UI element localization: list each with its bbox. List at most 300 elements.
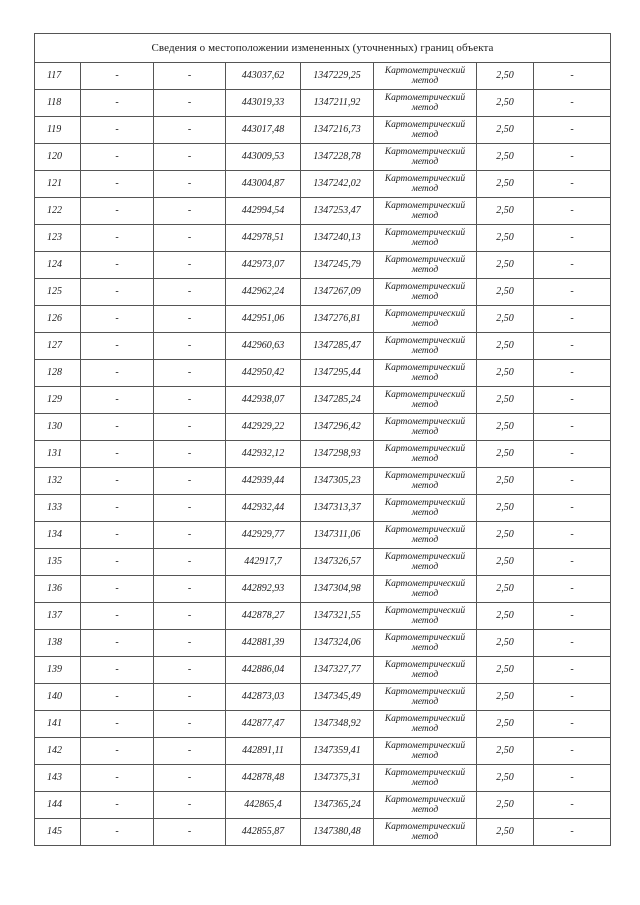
method-name: Картометрический — [384, 741, 466, 751]
old-y-cell: - — [154, 333, 226, 360]
table-row — [35, 225, 611, 252]
method-name: Картометрический — [384, 66, 466, 76]
new-x-cell: 442973,07 — [226, 252, 301, 279]
method-cell — [374, 711, 477, 738]
method-cell — [374, 792, 477, 819]
method-name: Картометрический — [384, 633, 466, 643]
point-number-cell: 138 — [35, 630, 81, 657]
old-x-cell: - — [81, 144, 154, 171]
description-cell: - — [534, 603, 611, 630]
new-x-cell: 442950,42 — [226, 360, 301, 387]
method-cell — [374, 387, 477, 414]
table-row — [35, 306, 611, 333]
table-row — [35, 630, 611, 657]
method-cell — [374, 414, 477, 441]
old-y-cell: - — [154, 90, 226, 117]
old-x-cell: - — [81, 765, 154, 792]
old-x-cell: - — [81, 360, 154, 387]
accuracy-cell: 2,50 — [477, 522, 534, 549]
point-number-cell: 142 — [35, 738, 81, 765]
table-row — [35, 144, 611, 171]
method-cell — [374, 630, 477, 657]
table-header-row — [35, 34, 611, 63]
method-word: метод — [411, 346, 439, 356]
method-word: метод — [411, 76, 439, 86]
method-name: Картометрический — [384, 687, 466, 697]
accuracy-cell: 2,50 — [477, 441, 534, 468]
accuracy-cell: 2,50 — [477, 279, 534, 306]
old-y-cell: - — [154, 225, 226, 252]
accuracy-cell: 2,50 — [477, 792, 534, 819]
accuracy-cell: 2,50 — [477, 225, 534, 252]
new-x-cell: 443017,48 — [226, 117, 301, 144]
old-y-cell: - — [154, 360, 226, 387]
description-cell: - — [534, 630, 611, 657]
description-cell: - — [534, 549, 611, 576]
old-y-cell: - — [154, 468, 226, 495]
old-y-cell: - — [154, 819, 226, 846]
method-cell — [374, 198, 477, 225]
table-row — [35, 360, 611, 387]
method-word: метод — [411, 616, 439, 626]
method-cell — [374, 171, 477, 198]
method-name: Картометрический — [384, 363, 466, 373]
table-title: Сведения о местоположении измененных (уточненных) границ объекта — [35, 34, 611, 63]
description-cell: - — [534, 306, 611, 333]
point-number-cell: 129 — [35, 387, 81, 414]
point-number-cell: 122 — [35, 198, 81, 225]
method-name: Картометрический — [384, 579, 466, 589]
method-word: метод — [411, 724, 439, 734]
method-word: метод — [411, 238, 439, 248]
description-cell: - — [534, 576, 611, 603]
new-x-cell: 442960,63 — [226, 333, 301, 360]
point-number-cell: 141 — [35, 711, 81, 738]
description-cell: - — [534, 333, 611, 360]
old-x-cell: - — [81, 819, 154, 846]
old-x-cell: - — [81, 63, 154, 90]
old-x-cell: - — [81, 522, 154, 549]
new-x-cell: 442929,22 — [226, 414, 301, 441]
accuracy-cell: 2,50 — [477, 252, 534, 279]
point-number-cell: 125 — [35, 279, 81, 306]
old-y-cell: - — [154, 711, 226, 738]
old-x-cell: - — [81, 171, 154, 198]
description-cell: - — [534, 279, 611, 306]
table-row — [35, 198, 611, 225]
old-x-cell: - — [81, 711, 154, 738]
method-cell — [374, 360, 477, 387]
method-cell — [374, 603, 477, 630]
accuracy-cell: 2,50 — [477, 144, 534, 171]
description-cell: - — [534, 144, 611, 171]
method-name: Картометрический — [384, 525, 466, 535]
method-name: Картометрический — [384, 255, 466, 265]
new-x-cell: 442877,47 — [226, 711, 301, 738]
description-cell: - — [534, 495, 611, 522]
new-y-cell: 1347359,41 — [301, 738, 374, 765]
new-x-cell: 443019,33 — [226, 90, 301, 117]
point-number-cell: 130 — [35, 414, 81, 441]
old-x-cell: - — [81, 198, 154, 225]
accuracy-cell: 2,50 — [477, 603, 534, 630]
method-word: метод — [411, 157, 439, 167]
method-word: метод — [411, 805, 439, 815]
new-y-cell: 1347311,06 — [301, 522, 374, 549]
method-name: Картометрический — [384, 228, 466, 238]
method-name: Картометрический — [384, 552, 466, 562]
accuracy-cell: 2,50 — [477, 711, 534, 738]
table-row — [35, 333, 611, 360]
new-y-cell: 1347304,98 — [301, 576, 374, 603]
old-y-cell: - — [154, 495, 226, 522]
method-word: метод — [411, 400, 439, 410]
accuracy-cell: 2,50 — [477, 738, 534, 765]
old-x-cell: - — [81, 468, 154, 495]
new-x-cell: 442892,93 — [226, 576, 301, 603]
description-cell: - — [534, 117, 611, 144]
new-x-cell: 443009,53 — [226, 144, 301, 171]
method-cell — [374, 333, 477, 360]
description-cell: - — [534, 684, 611, 711]
table-row — [35, 414, 611, 441]
old-y-cell: - — [154, 738, 226, 765]
description-cell: - — [534, 792, 611, 819]
new-y-cell: 1347313,37 — [301, 495, 374, 522]
description-cell: - — [534, 387, 611, 414]
method-word: метод — [411, 832, 439, 842]
new-x-cell: 442878,27 — [226, 603, 301, 630]
old-y-cell: - — [154, 792, 226, 819]
accuracy-cell: 2,50 — [477, 765, 534, 792]
method-name: Картометрический — [384, 471, 466, 481]
old-y-cell: - — [154, 252, 226, 279]
new-x-cell: 442929,77 — [226, 522, 301, 549]
description-cell: - — [534, 711, 611, 738]
accuracy-cell: 2,50 — [477, 414, 534, 441]
old-y-cell: - — [154, 171, 226, 198]
method-name: Картометрический — [384, 336, 466, 346]
method-name: Картометрический — [384, 795, 466, 805]
table-row — [35, 576, 611, 603]
accuracy-cell: 2,50 — [477, 198, 534, 225]
table-row — [35, 117, 611, 144]
table-row — [35, 495, 611, 522]
new-y-cell: 1347245,79 — [301, 252, 374, 279]
old-x-cell: - — [81, 414, 154, 441]
method-cell — [374, 819, 477, 846]
new-y-cell: 1347267,09 — [301, 279, 374, 306]
new-x-cell: 442962,24 — [226, 279, 301, 306]
accuracy-cell: 2,50 — [477, 684, 534, 711]
method-cell — [374, 441, 477, 468]
point-number-cell: 124 — [35, 252, 81, 279]
old-y-cell: - — [154, 630, 226, 657]
table-row — [35, 171, 611, 198]
old-y-cell: - — [154, 441, 226, 468]
method-cell — [374, 522, 477, 549]
old-x-cell: - — [81, 279, 154, 306]
old-x-cell: - — [81, 684, 154, 711]
new-y-cell: 1347321,55 — [301, 603, 374, 630]
table-row — [35, 549, 611, 576]
new-x-cell: 442932,44 — [226, 495, 301, 522]
table-row — [35, 657, 611, 684]
method-cell — [374, 90, 477, 117]
method-cell — [374, 495, 477, 522]
new-y-cell: 1347240,13 — [301, 225, 374, 252]
point-number-cell: 118 — [35, 90, 81, 117]
method-name: Картометрический — [384, 822, 466, 832]
accuracy-cell: 2,50 — [477, 468, 534, 495]
new-y-cell: 1347324,06 — [301, 630, 374, 657]
method-cell — [374, 549, 477, 576]
description-cell: - — [534, 90, 611, 117]
point-number-cell: 126 — [35, 306, 81, 333]
old-y-cell: - — [154, 306, 226, 333]
new-x-cell: 442932,12 — [226, 441, 301, 468]
point-number-cell: 121 — [35, 171, 81, 198]
old-x-cell: - — [81, 576, 154, 603]
table-row — [35, 603, 611, 630]
new-x-cell: 442891,11 — [226, 738, 301, 765]
old-y-cell: - — [154, 198, 226, 225]
method-word: метод — [411, 265, 439, 275]
method-name: Картометрический — [384, 147, 466, 157]
accuracy-cell: 2,50 — [477, 495, 534, 522]
method-cell — [374, 306, 477, 333]
table-row — [35, 765, 611, 792]
method-name: Картометрический — [384, 174, 466, 184]
old-x-cell: - — [81, 549, 154, 576]
method-word: метод — [411, 130, 439, 140]
method-name: Картометрический — [384, 93, 466, 103]
old-x-cell: - — [81, 252, 154, 279]
new-y-cell: 1347229,25 — [301, 63, 374, 90]
description-cell: - — [534, 360, 611, 387]
method-word: метод — [411, 319, 439, 329]
old-y-cell: - — [154, 414, 226, 441]
new-x-cell: 442917,7 — [226, 549, 301, 576]
description-cell: - — [534, 414, 611, 441]
old-x-cell: - — [81, 333, 154, 360]
method-name: Картометрический — [384, 417, 466, 427]
accuracy-cell: 2,50 — [477, 576, 534, 603]
point-number-cell: 139 — [35, 657, 81, 684]
method-word: метод — [411, 373, 439, 383]
table-row — [35, 819, 611, 846]
method-word: метод — [411, 184, 439, 194]
table-row — [35, 90, 611, 117]
description-cell: - — [534, 198, 611, 225]
table-body — [35, 63, 611, 846]
old-y-cell: - — [154, 684, 226, 711]
description-cell: - — [534, 63, 611, 90]
method-cell — [374, 468, 477, 495]
accuracy-cell: 2,50 — [477, 630, 534, 657]
old-x-cell: - — [81, 90, 154, 117]
description-cell: - — [534, 225, 611, 252]
old-x-cell: - — [81, 441, 154, 468]
new-y-cell: 1347228,78 — [301, 144, 374, 171]
old-x-cell: - — [81, 387, 154, 414]
new-y-cell: 1347365,24 — [301, 792, 374, 819]
table-row — [35, 387, 611, 414]
method-cell — [374, 576, 477, 603]
table-row — [35, 252, 611, 279]
document-page — [34, 33, 610, 846]
description-cell: - — [534, 441, 611, 468]
accuracy-cell: 2,50 — [477, 360, 534, 387]
point-number-cell: 123 — [35, 225, 81, 252]
new-x-cell: 442865,4 — [226, 792, 301, 819]
accuracy-cell: 2,50 — [477, 387, 534, 414]
accuracy-cell: 2,50 — [477, 306, 534, 333]
old-x-cell: - — [81, 225, 154, 252]
point-number-cell: 135 — [35, 549, 81, 576]
method-word: метод — [411, 481, 439, 491]
point-number-cell: 144 — [35, 792, 81, 819]
old-y-cell: - — [154, 144, 226, 171]
old-x-cell: - — [81, 306, 154, 333]
new-x-cell: 442886,04 — [226, 657, 301, 684]
point-number-cell: 133 — [35, 495, 81, 522]
new-x-cell: 442881,39 — [226, 630, 301, 657]
accuracy-cell: 2,50 — [477, 333, 534, 360]
table-row — [35, 792, 611, 819]
old-y-cell: - — [154, 279, 226, 306]
method-cell — [374, 765, 477, 792]
method-cell — [374, 657, 477, 684]
point-number-cell: 137 — [35, 603, 81, 630]
method-word: метод — [411, 508, 439, 518]
method-name: Картометрический — [384, 390, 466, 400]
method-cell — [374, 684, 477, 711]
new-y-cell: 1347326,57 — [301, 549, 374, 576]
old-x-cell: - — [81, 630, 154, 657]
method-word: метод — [411, 589, 439, 599]
method-cell — [374, 279, 477, 306]
new-x-cell: 442855,87 — [226, 819, 301, 846]
new-x-cell: 442878,48 — [226, 765, 301, 792]
old-y-cell: - — [154, 387, 226, 414]
new-y-cell: 1347253,47 — [301, 198, 374, 225]
table-row — [35, 711, 611, 738]
accuracy-cell: 2,50 — [477, 90, 534, 117]
point-number-cell: 127 — [35, 333, 81, 360]
method-word: метод — [411, 427, 439, 437]
description-cell: - — [534, 171, 611, 198]
new-x-cell: 442873,03 — [226, 684, 301, 711]
new-y-cell: 1347375,31 — [301, 765, 374, 792]
method-word: метод — [411, 670, 439, 680]
old-y-cell: - — [154, 576, 226, 603]
old-x-cell: - — [81, 117, 154, 144]
method-name: Картометрический — [384, 498, 466, 508]
point-number-cell: 145 — [35, 819, 81, 846]
new-y-cell: 1347298,93 — [301, 441, 374, 468]
new-x-cell: 442938,07 — [226, 387, 301, 414]
method-name: Картометрический — [384, 201, 466, 211]
old-y-cell: - — [154, 522, 226, 549]
accuracy-cell: 2,50 — [477, 819, 534, 846]
new-x-cell: 443004,87 — [226, 171, 301, 198]
description-cell: - — [534, 468, 611, 495]
method-name: Картометрический — [384, 444, 466, 454]
new-x-cell: 442978,51 — [226, 225, 301, 252]
description-cell: - — [534, 522, 611, 549]
method-name: Картометрический — [384, 660, 466, 670]
method-word: метод — [411, 211, 439, 221]
point-number-cell: 140 — [35, 684, 81, 711]
description-cell: - — [534, 819, 611, 846]
point-number-cell: 132 — [35, 468, 81, 495]
boundary-coordinates-table — [34, 33, 611, 846]
method-name: Картометрический — [384, 768, 466, 778]
table-row — [35, 279, 611, 306]
point-number-cell: 143 — [35, 765, 81, 792]
point-number-cell: 120 — [35, 144, 81, 171]
point-number-cell: 136 — [35, 576, 81, 603]
accuracy-cell: 2,50 — [477, 171, 534, 198]
method-word: метод — [411, 535, 439, 545]
new-y-cell: 1347285,24 — [301, 387, 374, 414]
accuracy-cell: 2,50 — [477, 549, 534, 576]
method-name: Картометрический — [384, 606, 466, 616]
accuracy-cell: 2,50 — [477, 657, 534, 684]
table-row — [35, 522, 611, 549]
new-y-cell: 1347348,92 — [301, 711, 374, 738]
method-word: метод — [411, 103, 439, 113]
new-y-cell: 1347380,48 — [301, 819, 374, 846]
table-row — [35, 738, 611, 765]
accuracy-cell: 2,50 — [477, 63, 534, 90]
method-word: метод — [411, 292, 439, 302]
method-name: Картометрический — [384, 282, 466, 292]
old-y-cell: - — [154, 657, 226, 684]
new-x-cell: 443037,62 — [226, 63, 301, 90]
method-cell — [374, 63, 477, 90]
old-y-cell: - — [154, 549, 226, 576]
method-word: метод — [411, 751, 439, 761]
old-y-cell: - — [154, 765, 226, 792]
old-x-cell: - — [81, 603, 154, 630]
new-y-cell: 1347211,92 — [301, 90, 374, 117]
point-number-cell: 128 — [35, 360, 81, 387]
old-y-cell: - — [154, 117, 226, 144]
method-word: метод — [411, 562, 439, 572]
old-y-cell: - — [154, 603, 226, 630]
table-row — [35, 468, 611, 495]
description-cell: - — [534, 738, 611, 765]
method-word: метод — [411, 697, 439, 707]
point-number-cell: 119 — [35, 117, 81, 144]
description-cell: - — [534, 765, 611, 792]
method-name: Картометрический — [384, 309, 466, 319]
old-y-cell: - — [154, 63, 226, 90]
new-y-cell: 1347276,81 — [301, 306, 374, 333]
new-y-cell: 1347242,02 — [301, 171, 374, 198]
old-x-cell: - — [81, 792, 154, 819]
method-word: метод — [411, 643, 439, 653]
table-row — [35, 684, 611, 711]
description-cell: - — [534, 657, 611, 684]
new-y-cell: 1347285,47 — [301, 333, 374, 360]
new-y-cell: 1347327,77 — [301, 657, 374, 684]
table-row — [35, 441, 611, 468]
point-number-cell: 117 — [35, 63, 81, 90]
method-cell — [374, 738, 477, 765]
